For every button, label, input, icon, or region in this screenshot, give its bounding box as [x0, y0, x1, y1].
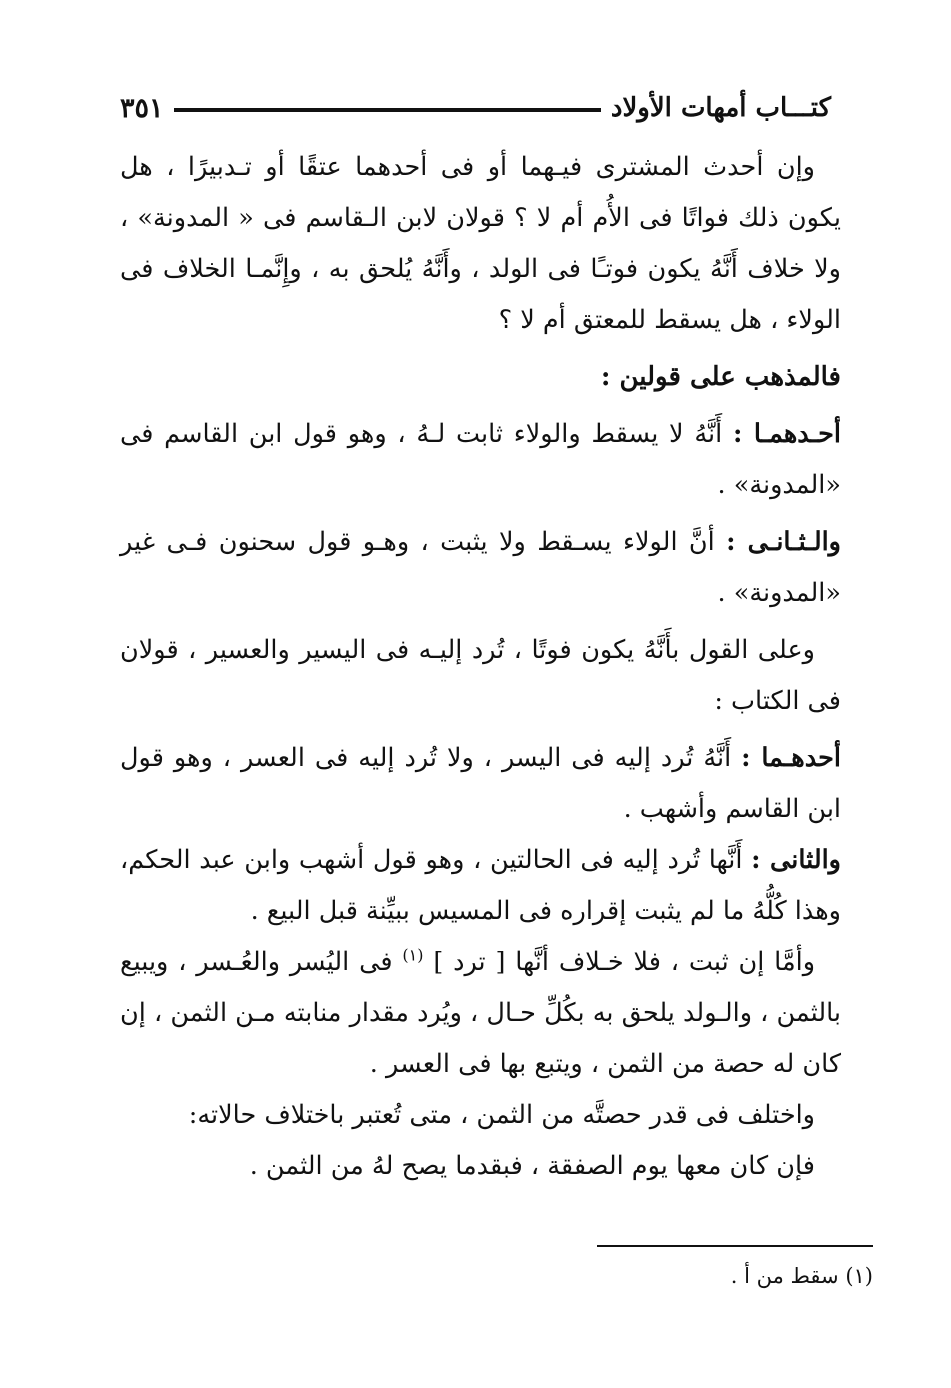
paragraph-5	[120, 625, 841, 727]
paragraph-9	[120, 1090, 841, 1141]
paragraph-text: فإن كان معها يوم الصفقة ، فبقدما يصح لهُ من الثمن .	[249, 1151, 815, 1181]
paragraph-3	[120, 409, 841, 511]
section-heading	[120, 352, 841, 403]
paragraph-6	[120, 733, 841, 835]
paragraph-lead: أحـدهمـا :	[732, 419, 841, 449]
paragraph-1	[120, 142, 841, 346]
paragraph-lead: والثانى :	[751, 845, 841, 875]
paragraph-10	[120, 1141, 841, 1192]
paragraph-text: أَنَّهُ لا يسقط والولاء ثابت لـهُ ، وهو قول ابن القاسم فى «المدونة» .	[120, 419, 841, 500]
paragraph-text: واختلف فى قدر حصتَّه من الثمن ، متى تُعتبر باختلاف حالاته:	[188, 1100, 815, 1130]
running-title: كتـــاب أمهات الأولاد	[610, 93, 831, 123]
footnote-reference[interactable]: (١)	[402, 945, 424, 965]
paragraph-text: أنَّ الولاء يسـقط ولا يثبت ، وهـو قول سحنون فـى غير «المدونة» .	[120, 527, 841, 608]
paragraph-4	[120, 517, 841, 619]
page-number: ٣٥١	[120, 92, 164, 124]
paragraph-8	[120, 937, 841, 1090]
body-text	[120, 142, 841, 1192]
footnote-rule	[597, 1245, 873, 1247]
page-header	[120, 86, 831, 130]
footnote: (١) سقط من أ .	[730, 1264, 873, 1288]
paragraph-text: أَنَّها تُرد إليه فى الحالتين ، وهو قول أشهب وابن عبد الحكم، وهذا كُلُّهُ ما لم يثبت إقراره فى المسيس ببيِّنة قبل البيع .	[120, 845, 841, 926]
paragraph-text: وإن أحدث المشترى فيـهما أو فى أحدهما عتقًا أو تـدبيرًا ، هل يكون ذلك فواتًا فى الأُم أم لا ؟ قولان لابن الـقاسم فى « المدونة» ، ولا خلاف أَنَّهُ يكون فوتـًا فى الولد ، وأَنَّهُ يُلحق به ، وإِنَّمـا الخلاف فى الولاء ، هل يسقط للمعتق أم لا ؟	[120, 152, 841, 335]
paragraph-lead: والـثـانـى :	[726, 527, 841, 557]
paragraph-7	[120, 835, 841, 937]
header-rule	[174, 108, 601, 112]
heading-text: فالمذهب على قولين :	[600, 362, 841, 392]
paragraph-text-before: وأمَّا إن ثبت ، فلا خـلاف أنَّها [ ترد ]	[423, 947, 816, 977]
paragraph-text-after: فى اليُسر والعُـسر ، ويبيع بالثمن ، والـولد يلحق به بكُلِّ حـال ، ويُرد مقدار منابته مـن الثمن ، إن كان له حصة من الثمن ، ويتبع بها فى العسر .	[120, 947, 841, 1079]
paragraph-text: وعلى القول بأَنَّهُ يكون فوتًا ، تُرد إليـه فى اليسير والعسير ، قولان فى الكتاب :	[120, 635, 841, 716]
paragraph-lead: أحدهـما :	[741, 743, 841, 773]
paragraph-text: أَنَّهُ تُرد إليه فى اليسر ، ولا تُرد إليه فى العسر ، وهو قول ابن القاسم وأشهب .	[120, 743, 841, 824]
